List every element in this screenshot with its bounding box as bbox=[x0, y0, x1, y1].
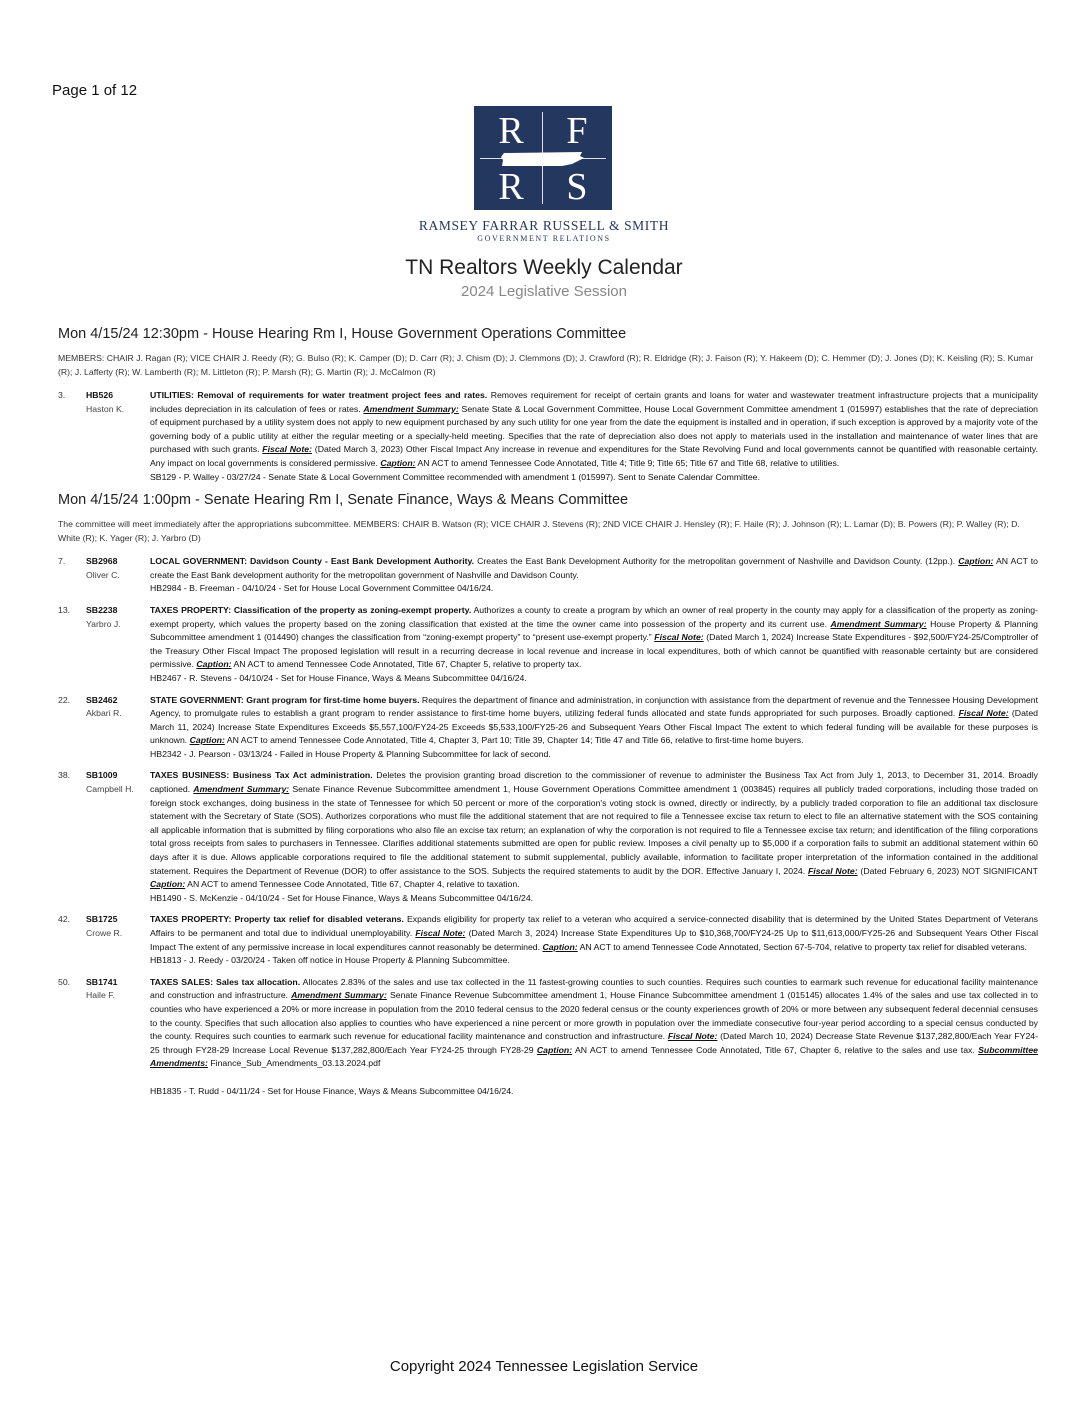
bill-title: TAXES PROPERTY: Classification of the property as zoning-exempt property. bbox=[150, 604, 472, 615]
bill-sponsor: Haile F. bbox=[86, 990, 115, 1001]
bill-number: SB1725 bbox=[86, 914, 118, 925]
bill-identifier bbox=[86, 694, 150, 762]
bill-number: SB2968 bbox=[86, 556, 118, 567]
description-text: AN ACT to amend Tennessee Code Annotated, Title 4, Chapter 3, Part 10; Title 39, Chapter 14; Title 47 and Title 66, relative to first-time home buyers. bbox=[224, 735, 804, 746]
description-text: Senate Finance Revenue Subcommittee amendment 1, House Government Operations Committee amendment 1 (003845) requires all publicly traded corporations, including those traded on foreign stock exchanges, doing business in the state of Tennessee for which 50 percent or more of the corporation's voting stock is owned, directly or indirectly, by a publicly traded corporation to file an additional tax disclosure statement with the Secretary of State (SOS). Authorizes corporations who must file the additional statement that are not required to file a Tennessee excise tax return to elect to file an alternative statement with the SOS containing all applicable information that is submitted by filing corporations who also file an excise tax return; an explanation of why the corporation is not required to file a Tennessee excise tax return; and identification of the filing corporations total gross receipts from sales to purchasers in Tennessee. Clarifies additional statements submitted are open for public review. Imposes a civil penalty up to $5,000 if a corporation fails to submit an additional statement within 60 days after it is due. Allows applicable corporations required to file the additional statement to submit supplemental, publicly available, information to facilitate proper interpretation of the information contained in the additional statement. Requires the Department of Revenue (DOR) to offer assistance to the SOS. Subjects the required statements to audit by the DOR. Effective January I, 2024. bbox=[150, 784, 1038, 876]
bill-identifier bbox=[86, 555, 150, 596]
bill-number: SB1009 bbox=[86, 770, 118, 781]
section-label: Amendment Summary: bbox=[193, 784, 290, 795]
description-text: Senate Finance Revenue Subcommittee amendment 1, House Finance Subcommittee amendment 1 (015145) allocates 1.4% of the sales and use tax collected in to counties who have experienced a 20% or more increase in population from the 2010 federal census to the 2020 federal census or the county experiences growth of 20% or more between any subsequent federal decennial censuses to the county. Specifies that such allocation also applies to counties who have experienced a nine percent or more growth in population over the immediate consecutive four-year period according to a special census conducted by the county. Requires such counties to earmark such revenue for educational facility maintenance and construction and infrastructure. bbox=[150, 990, 1038, 1042]
section-label: Fiscal Note: bbox=[262, 444, 312, 455]
bill-item-number: 3. bbox=[58, 390, 66, 400]
section-label: Caption: bbox=[150, 879, 186, 890]
bill-identifier bbox=[86, 769, 150, 905]
bill-description bbox=[150, 694, 1038, 762]
companion-bill-status: HB2984 - B. Freeman - 04/10/24 - Set for House Local Government Committee 04/16/24. bbox=[150, 583, 494, 594]
bill-entry bbox=[58, 976, 1038, 1099]
description-text: AN ACT to amend Tennessee Code Annotated, Section 67-5-704, relative to property tax relief for disabled veterans. bbox=[577, 941, 1027, 952]
meeting-section bbox=[58, 492, 1038, 1098]
bill-identifier bbox=[86, 604, 150, 686]
description-text: AN ACT to create the East Bank development authority for the metropolitan government of Nashville and Davidson County. bbox=[150, 556, 1039, 580]
description-text: Authorizes a county to create a program by which an owner of real property in the county may apply for a classification of the property as zoning-exempt property, which values the property based on the zoning classification that existed at the time the owner came into possession of the property and its current use. bbox=[150, 604, 1038, 629]
description-text: Finance_Sub_Amendments_03.13.2024.pdf bbox=[207, 1058, 381, 1069]
bill-title: STATE GOVERNMENT: Grant program for first-time home buyers. bbox=[150, 694, 420, 705]
description-text: (Dated March 11, 2024) Increase State Expenditures Exceeds $5,557,100/FY24-25 Exceeds $5,533,100/FY25-26 and Subsequent Years Other Fiscal Impact The extent to which federal funding will be available for these purposes is unknown. bbox=[150, 708, 1038, 746]
section-label: Fiscal Note: bbox=[654, 632, 704, 643]
firm-logo bbox=[474, 106, 612, 210]
bill-item-number: 7. bbox=[58, 556, 66, 567]
section-label: Amendment Summary: bbox=[291, 990, 387, 1001]
bill-sponsor: Campbell H. bbox=[86, 784, 134, 795]
page-number: Page 1 of 12 bbox=[52, 82, 138, 99]
copyright-footer: Copyright 2024 Tennessee Legislation Service bbox=[389, 1358, 699, 1375]
bill-sponsor: Haston K. bbox=[86, 403, 125, 414]
description-text: Expands eligibility for property tax relief to a veteran who acquired a service-connected disability that is determined by the United States Department of Veterans Affairs to be permanent and total due to individual unemployability. bbox=[150, 914, 1038, 938]
page-subtitle: 2024 Legislative Session bbox=[461, 283, 627, 300]
bill-description bbox=[150, 769, 1038, 905]
bill-item-number: 38. bbox=[58, 770, 71, 781]
companion-bill-status: HB2467 - R. Stevens - 04/10/24 - Set for House Finance, Ways & Means Subcommittee 04/16/24. bbox=[150, 672, 527, 683]
meeting-members: The committee will meet immediately after the appropriations subcommittee. MEMBERS: CHAIR B. Watson (R); VICE CHAIR J. Stevens (R); 2ND VICE CHAIR J. Hensley (R); F. Haile (R); J. Johnson (R); L. Lamar (D); B. Powers (R); P. Walley (R); D. White (R); K. Yager (R); J. Yarbro (D) bbox=[58, 519, 1020, 544]
section-label: Caption: bbox=[189, 735, 225, 746]
section-label: Fiscal Note: bbox=[667, 1031, 718, 1042]
description-text: (Dated February 6, 2023) NOT SIGNIFICANT bbox=[857, 865, 1038, 876]
meeting-heading: Mon 4/15/24 12:30pm - House Hearing Rm I, House Government Operations Committee bbox=[58, 326, 627, 342]
description-text: (Dated March 3, 2024) Increase State Expenditures Up to $10,368,700/FY24-25 Up to $11,613,000/FY25-26 and Subsequent Years Other Fiscal Impact The extent of any permissive increase in local expenditures cannot reasonably be determined. bbox=[150, 928, 1038, 952]
description-text: Creates the East Bank Development Authority for the metropolitan government of Nashville and Davidson County. (12pp.). bbox=[474, 556, 959, 567]
bill-number: HB526 bbox=[86, 390, 114, 400]
bill-entry bbox=[58, 694, 1038, 762]
bill-description bbox=[150, 389, 1038, 484]
bill-item-number: 13. bbox=[58, 604, 71, 615]
bill-title: LOCAL GOVERNMENT: Davidson County - East Bank Development Authority. bbox=[150, 556, 475, 567]
section-label: Caption: bbox=[380, 457, 416, 468]
description-text: Senate State & Local Government Committee, House Local Government Committee amendment 1 (015997) establishes that the rate of depreciation of equipment purchased by a utility system does not apply to new equipment purchased by any such utility for one year from the date the equipment is installed and in operation, if such exception is approved by a majority vote of the governing body of a public utility at either the regular meeting or a specially-held meeting. Specifies that the rate of depreciation also does not apply to materials used in the installation and maintenance of water lines that are purchased with such grants. bbox=[150, 403, 1039, 455]
section-label: Caption: bbox=[196, 659, 232, 670]
logo-letter-f: F bbox=[566, 110, 588, 152]
bill-identifier bbox=[86, 976, 150, 1099]
bill-sponsor: Yarbro J. bbox=[86, 618, 121, 629]
section-label: Caption: bbox=[536, 1044, 573, 1055]
section-label: Amendment Summary: bbox=[830, 618, 927, 629]
spacer bbox=[150, 1071, 1038, 1085]
section-label: Caption: bbox=[542, 941, 578, 952]
bill-identifier bbox=[86, 389, 150, 484]
bill-title: TAXES PROPERTY: Property tax relief for disabled veterans. bbox=[150, 914, 404, 925]
bill-number: SB2462 bbox=[86, 694, 118, 705]
bill-sponsor: Oliver C. bbox=[86, 569, 120, 580]
bill-sponsor: Akbari R. bbox=[86, 708, 122, 719]
bill-description bbox=[150, 976, 1038, 1099]
bill-entry bbox=[58, 913, 1038, 967]
description-text: AN ACT to amend Tennessee Code Annotated, Title 67, Chapter 5, relative to property tax. bbox=[231, 659, 582, 670]
companion-bill-status: HB1813 - J. Reedy - 03/20/24 - Taken off notice in House Property & Planning Subcommittee. bbox=[150, 955, 510, 966]
bill-item-number: 42. bbox=[58, 914, 71, 925]
section-label: Amendment Summary: bbox=[363, 403, 459, 414]
bill-description bbox=[150, 913, 1038, 967]
section-label: Caption: bbox=[958, 556, 994, 567]
companion-bill-status: HB1490 - S. McKenzie - 04/10/24 - Set for House Finance, Ways & Means Subcommittee 04/16/24. bbox=[150, 892, 534, 903]
bill-entry bbox=[58, 389, 1038, 484]
logo-letter-r2: R bbox=[498, 166, 524, 208]
meeting-section bbox=[58, 326, 1038, 484]
companion-bill-status: HB1835 - T. Rudd - 04/11/24 - Set for House Finance, Ways & Means Subcommittee 04/16/24. bbox=[150, 1085, 514, 1096]
bill-sponsor: Crowe R. bbox=[86, 928, 123, 938]
description-text: Allocates 2.83% of the sales and use tax collected in the 11 fastest-growing counties to such counties. Requires such counties to earmark such revenue for educational facility maintenance and construction and infrastructure. bbox=[150, 976, 1038, 1001]
logo-letter-s: S bbox=[566, 166, 588, 208]
bill-item-number: 50. bbox=[58, 976, 71, 987]
bill-item-number: 22. bbox=[58, 694, 71, 705]
bill-entry bbox=[58, 769, 1038, 905]
bill-number: SB2238 bbox=[86, 604, 118, 615]
description-text: AN ACT to amend Tennessee Code Annotated, Title 67, Chapter 4, relative to taxation. bbox=[185, 879, 520, 890]
meeting-heading: Mon 4/15/24 1:00pm - Senate Hearing Rm I, Senate Finance, Ways & Means Committee bbox=[58, 492, 629, 509]
meeting-members: MEMBERS: CHAIR J. Ragan (R); VICE CHAIR J. Reedy (R); G. Bulso (R); K. Camper (D); D. Carr (R); J. Chism (D); J. Clemmons (D); J. Crawford (R); R. Eldridge (R); J. Faison (R); Y. Hakeem (D); C. Hemmer (D); J. Jones (D); K. Keisling (R); S. Kumar (R); J. Lafferty (R); W. Lamberth (R); M. Littleton (R); P. Marsh (R); G. Martin (R); J. McCalmon (R) bbox=[58, 353, 1034, 377]
tennessee-map-icon bbox=[500, 150, 586, 168]
companion-bill-status: SB129 - P. Walley - 03/27/24 - Senate State & Local Government Committee recommended with amendment 1 (015997). Sent to Senate Calendar Committee. bbox=[150, 471, 760, 482]
firm-name: RAMSEY FARRAR RUSSELL & SMITH bbox=[418, 218, 670, 233]
description-text: (Dated March 3, 2023) Other Fiscal Impact Any increase in revenue and expenditures for the State Revolving Fund and local governments cannot be quantified with reasonable certainty. Any impact on local governments is considered permissive. bbox=[150, 444, 1038, 468]
description-text: Deletes the provision granting broad discretion to the commissioner of revenue to administer the Business Tax Act from July 1, 2013, to December 31, 2014. Broadly captioned. bbox=[150, 770, 1038, 795]
bill-identifier bbox=[86, 913, 150, 967]
description-text: AN ACT to amend Tennessee Code Annotated, Title 4; Title 9; Title 65; Title 67 and Title 68, relative to utilities. bbox=[415, 457, 840, 468]
section-label: Subcommittee Amendments: bbox=[150, 1044, 1038, 1069]
description-text: House Property & Planning Subcommittee amendment 1 (014490) changes the classification from “zoning-exempt property” to “present use-exempt property.” bbox=[150, 618, 1038, 643]
bill-description bbox=[150, 604, 1038, 686]
logo-letter-r1: R bbox=[498, 110, 524, 152]
page-title: TN Realtors Weekly Calendar bbox=[405, 256, 683, 279]
firm-subtitle: GOVERNMENT RELATIONS bbox=[477, 234, 611, 243]
section-label: Fiscal Note: bbox=[958, 708, 1009, 719]
section-label: Fiscal Note: bbox=[807, 865, 858, 876]
section-label: Fiscal Note: bbox=[415, 928, 466, 938]
companion-bill-status: HB2342 - J. Pearson - 03/13/24 - Failed in House Property & Planning Subcommittee for lack of second. bbox=[150, 748, 551, 759]
description-text: (Dated March 1, 2024) Increase State Expenditures - $92,500/FY24-25/Comptroller of the Treasury Other Fiscal Impact The proposed legislation will result in a recurring decrease in local revenue and increase in local expenditures, both of which cannot be quantified with reasonable certainty but are considered permissive. bbox=[150, 632, 1038, 670]
description-text: Requires the department of finance and administration, in conjunction with assistance from the department of revenue and the Tennessee Housing Development Agency, to promulgate rules to establish a grant program to render assistance to first-time home buyers, utilizing federal funds allocated and state funds appropriated for such purposes. Broadly captioned. bbox=[150, 694, 1038, 719]
bill-title: UTILITIES: Removal of requirements for water treatment project fees and rates. bbox=[150, 390, 488, 400]
calendar-content bbox=[58, 326, 1038, 1107]
bill-number: SB1741 bbox=[86, 976, 118, 987]
bill-entry bbox=[58, 555, 1038, 596]
bill-title: TAXES SALES: Sales tax allocation. bbox=[150, 976, 301, 987]
description-text: (Dated March 10, 2024) Decrease State Revenue $137,282,800/Each Year FY24-25 through FY28-29 Increase Local Revenue $137,282,800/Each Year FY24-25 through FY28-29 bbox=[150, 1031, 1039, 1055]
bill-description bbox=[150, 555, 1038, 596]
bill-entry bbox=[58, 604, 1038, 686]
description-text: AN ACT to amend Tennessee Code Annotated, Title 67, Chapter 6, relative to the sales and use tax. bbox=[572, 1044, 979, 1055]
description-text: Removes requirement for receipt of certain grants and loans for water and wastewater treatment infrastructure projects that a municipality includes depreciation in its calculation of fees or rates. bbox=[150, 390, 1038, 414]
bill-title: TAXES BUSINESS: Business Tax Act administration. bbox=[150, 770, 373, 781]
